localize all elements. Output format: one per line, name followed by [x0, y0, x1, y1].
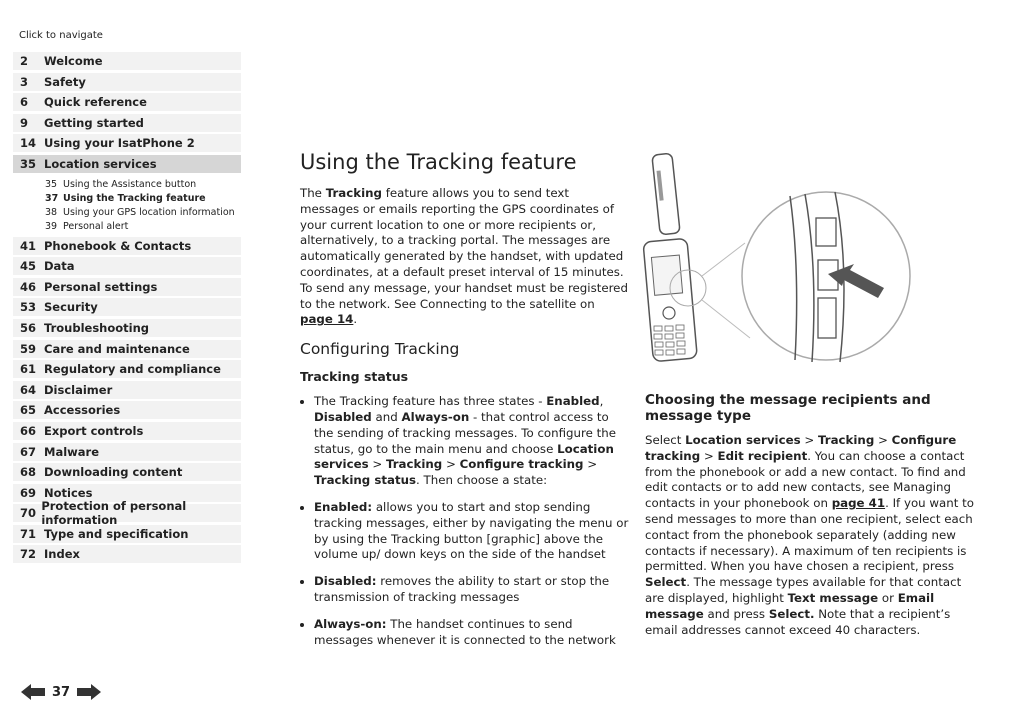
toc-item[interactable] — [13, 134, 241, 152]
toc-item[interactable] — [13, 340, 241, 358]
configuring-heading: Configuring Tracking — [300, 340, 460, 359]
toc-subitem[interactable] — [45, 192, 241, 206]
toc-page-number: 65 — [20, 403, 37, 418]
toc-item[interactable] — [13, 443, 241, 461]
toc-item[interactable] — [13, 237, 241, 255]
previous-page-arrow-icon[interactable] — [20, 683, 46, 701]
toc-page-number: 68 — [20, 465, 37, 480]
toc-page-number: 6 — [20, 95, 29, 110]
toc-item[interactable] — [13, 525, 241, 543]
toc-label: Care and maintenance — [44, 341, 190, 356]
toc-label: Phonebook & Contacts — [44, 238, 192, 253]
toc-label: Welcome — [44, 54, 103, 68]
toc-page-number: 71 — [20, 526, 37, 541]
toc-subitem-number: 35 — [45, 178, 58, 190]
toc-label: Location services — [44, 156, 157, 171]
toc-item[interactable] — [13, 73, 241, 91]
page-number: 37 — [52, 684, 71, 700]
toc-page-number: 41 — [20, 238, 37, 253]
toc-label: Export controls — [44, 423, 144, 438]
toc-label: Personal settings — [44, 279, 158, 294]
toc-subitem[interactable] — [45, 220, 241, 234]
tracking-status-heading: Tracking status — [300, 369, 409, 385]
toc-page-number: 9 — [20, 115, 29, 130]
toc-page-number: 67 — [20, 444, 37, 459]
toc-item[interactable] — [13, 381, 241, 399]
status-list — [300, 394, 630, 648]
toc-item[interactable] — [13, 499, 241, 528]
toc-label: Troubleshooting — [44, 320, 150, 335]
toc-sublist — [13, 176, 241, 237]
list-item: • Disabled: removes the ability to start or stop the transmission of tracking messages — [314, 574, 630, 606]
toc-item[interactable] — [13, 278, 241, 296]
navigation-hint: Click to navigate — [19, 30, 103, 41]
toc-subitem-label: Personal alert — [63, 220, 129, 232]
table-of-contents — [13, 52, 241, 566]
toc-page-number: 64 — [20, 382, 37, 397]
toc-item[interactable] — [13, 52, 241, 70]
page-14-link[interactable]: page 14 — [300, 312, 354, 327]
toc-page-number: 14 — [20, 136, 37, 151]
toc-page-number: 35 — [20, 156, 37, 171]
toc-label: Using your IsatPhone 2 — [44, 136, 195, 151]
list-item: • Always-on: The handset continues to send messages whenever it is connected to the network — [314, 617, 630, 649]
toc-page-number: 61 — [20, 362, 37, 377]
toc-item[interactable] — [13, 298, 241, 316]
toc-label: Disclaimer — [44, 382, 113, 397]
toc-label: Type and specification — [44, 526, 189, 541]
intro-paragraph: The Tracking feature allows you to send text messages or emails reporting the GPS coordinates of your current location to one or more recipients or, alternatively, to a tracking portal. The messages are automatically generated by the handset, with updated coordinates, at a default preset interval of 15 minutes. To send any message, your handset must be registered to the network. See Connecting to the satellite on page 14. — [300, 186, 628, 327]
toc-item[interactable] — [13, 93, 241, 111]
toc-subitem-label: Using the Assistance button — [63, 178, 197, 190]
toc-page-number: 56 — [20, 320, 37, 335]
handset-illustration — [640, 148, 920, 368]
recipients-paragraph: Select Location services > Tracking > Configure tracking > Edit recipient. You can choose a contact from the phonebook or add a new contact. To find and edit contacts or to add new contacts, see Managing contacts in your phonebook on page 41. If you want to send messages to more than one recipient, select each contact from the phonebook separately (adding new contacts if necessary). A maximum of ten recipients is permitted. When you have chosen a recipient, press Select. The message types available for that contact are displayed, highlight Text message or Email message and press Select. Note that a recipient’s email addresses cannot exceed 40 characters. — [645, 433, 974, 637]
toc-subitem-number: 38 — [45, 206, 58, 218]
page-41-link[interactable]: page 41 — [831, 496, 886, 511]
toc-item[interactable] — [13, 401, 241, 419]
toc-label: Accessories — [44, 403, 121, 418]
toc-page-number: 69 — [20, 485, 37, 500]
toc-page-number: 2 — [20, 54, 29, 68]
toc-label: Regulatory and compliance — [44, 362, 221, 377]
toc-label: Protection of personal information — [41, 499, 187, 528]
toc-page-number: 66 — [20, 423, 37, 438]
toc-subitem-number: 39 — [45, 220, 58, 232]
toc-subitem-label: Using the Tracking feature — [63, 192, 206, 204]
toc-label: Quick reference — [44, 95, 147, 110]
main-column — [300, 150, 630, 659]
toc-label: Getting started — [44, 115, 144, 130]
next-page-arrow-icon[interactable] — [76, 683, 102, 701]
toc-item[interactable] — [13, 114, 241, 132]
toc-label: Downloading content — [44, 465, 183, 480]
side-column — [645, 392, 980, 638]
toc-label: Security — [44, 300, 98, 315]
toc-page-number: 3 — [20, 74, 29, 89]
toc-subitem[interactable] — [45, 178, 241, 192]
toc-page-number: 70 — [20, 506, 37, 521]
toc-page-number: 45 — [20, 259, 37, 274]
list-item: • Enabled: allows you to start and stop sending tracking messages, either by navigating the menu or by using the Tracking button [graphic] above the volume up/ down keys on the side of the handset — [314, 500, 630, 563]
toc-page-number: 72 — [20, 547, 37, 562]
toc-page-number: 59 — [20, 341, 37, 356]
toc-item[interactable] — [13, 257, 241, 275]
toc-page-number: 53 — [20, 300, 37, 315]
list-item: • The Tracking feature has three states - Enabled, Disabled and Always-on - that control access to the sending of tracking messages. To configure the status, go to the main menu and choose Location services > Tracking > Configure tracking > Tracking status. Then choose a state: — [314, 394, 630, 489]
toc-label: Malware — [44, 444, 100, 459]
recipients-heading: Choosing the message recipients and message type — [645, 392, 931, 424]
toc-label: Notices — [44, 485, 93, 500]
toc-item[interactable] — [13, 319, 241, 337]
toc-subitem-label: Using your GPS location information — [63, 206, 235, 218]
toc-item[interactable] — [13, 545, 241, 563]
toc-item[interactable] — [13, 463, 241, 481]
toc-label: Safety — [44, 74, 86, 89]
toc-item[interactable] — [13, 155, 241, 173]
toc-subitem[interactable] — [45, 206, 241, 220]
toc-label: Data — [44, 259, 75, 274]
toc-item[interactable] — [13, 422, 241, 440]
toc-item[interactable] — [13, 360, 241, 378]
page-navigation — [20, 683, 102, 701]
page-title: Using the Tracking feature — [300, 150, 577, 174]
toc-label: Index — [44, 547, 80, 562]
toc-page-number: 46 — [20, 279, 37, 294]
toc-subitem-number: 37 — [45, 192, 59, 204]
